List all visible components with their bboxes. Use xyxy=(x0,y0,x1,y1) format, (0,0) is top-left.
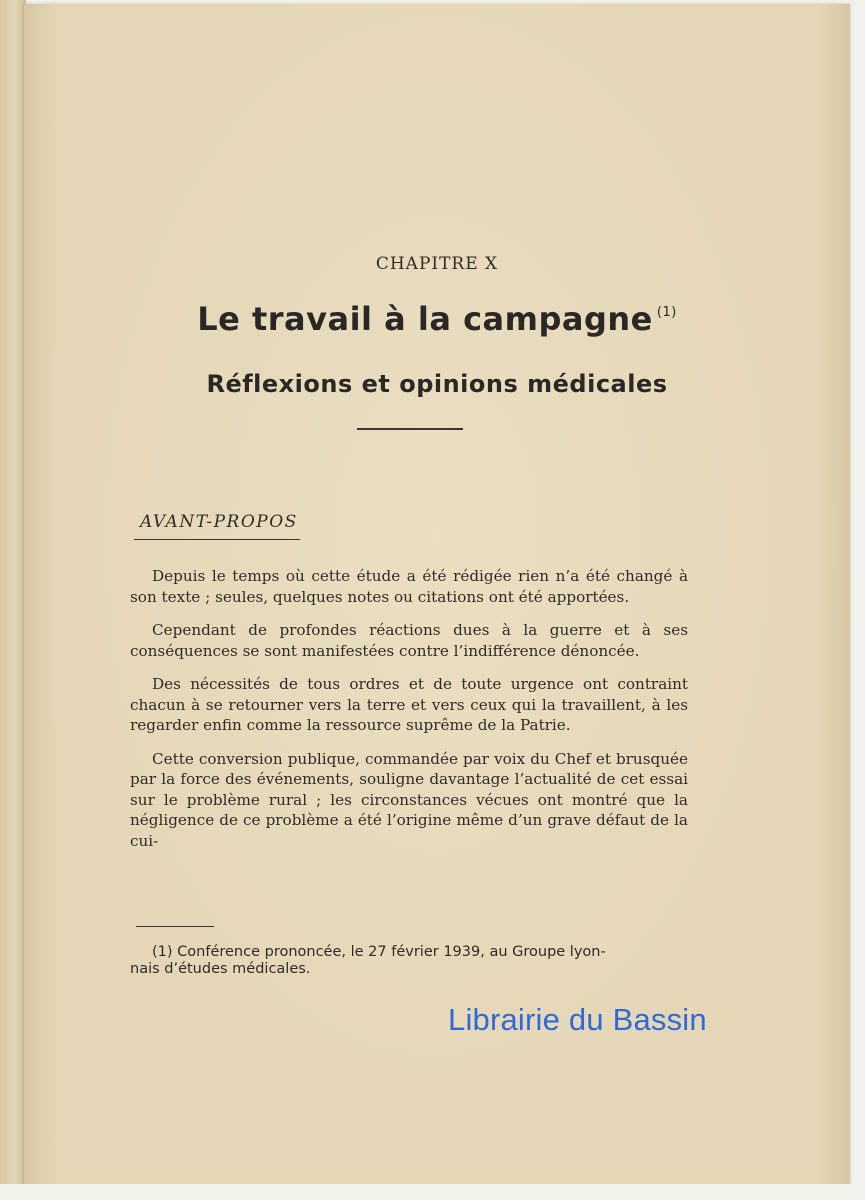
chapter-label: CHAPITRE X xyxy=(375,254,499,274)
chapter-subtitle: Réflexions et opinions médicales xyxy=(206,370,668,398)
paragraph: Depuis le temps où cette étude a été rédigée rien n’a été changé à son texte ; seules, quelques notes ou citations ont été apportées. xyxy=(130,567,688,606)
watermark-text: Librairie du Bassin xyxy=(448,1002,707,1037)
footnote xyxy=(130,944,686,978)
chapter-title xyxy=(24,300,850,338)
paragraph: Cependant de profondes réactions dues à la guerre et à ses conséquences se sont manifestées contre l’indifférence dénoncée. xyxy=(130,621,688,660)
footnote-line: nais d’études médicales. xyxy=(130,961,311,977)
paragraph: Des nécessités de tous ordres et de toute urgence ont contraint chacun à se retourner vers la terre et vers ceux qui la travaillent, à les regarder enfin comme la ressource suprême de la Patrie. xyxy=(130,675,688,734)
body-text xyxy=(130,566,688,864)
chapter-title-text: Le travail à la campagne xyxy=(197,300,653,338)
title-footnote-marker: (1) xyxy=(656,305,677,320)
title-divider xyxy=(357,428,463,430)
footnote-separator xyxy=(136,926,214,927)
background-strip xyxy=(0,1184,865,1200)
section-heading-underline xyxy=(134,539,300,540)
book-page xyxy=(24,4,850,1184)
section-heading: AVANT-PROPOS xyxy=(140,512,298,532)
book-spine-edge xyxy=(0,0,26,1200)
footnote-line: (1) Conférence prononcée, le 27 février 1939, au Groupe lyon- xyxy=(152,944,606,960)
paragraph: Cette conversion publique, commandée par voix du Chef et brusquée par la force des événements, souligne davantage l’actualité de cet essai sur le problème rural ; les circonstances vécues ont montré que la négligence de ce problème a été l’origine même d’un grave défaut de la cui- xyxy=(130,749,688,850)
